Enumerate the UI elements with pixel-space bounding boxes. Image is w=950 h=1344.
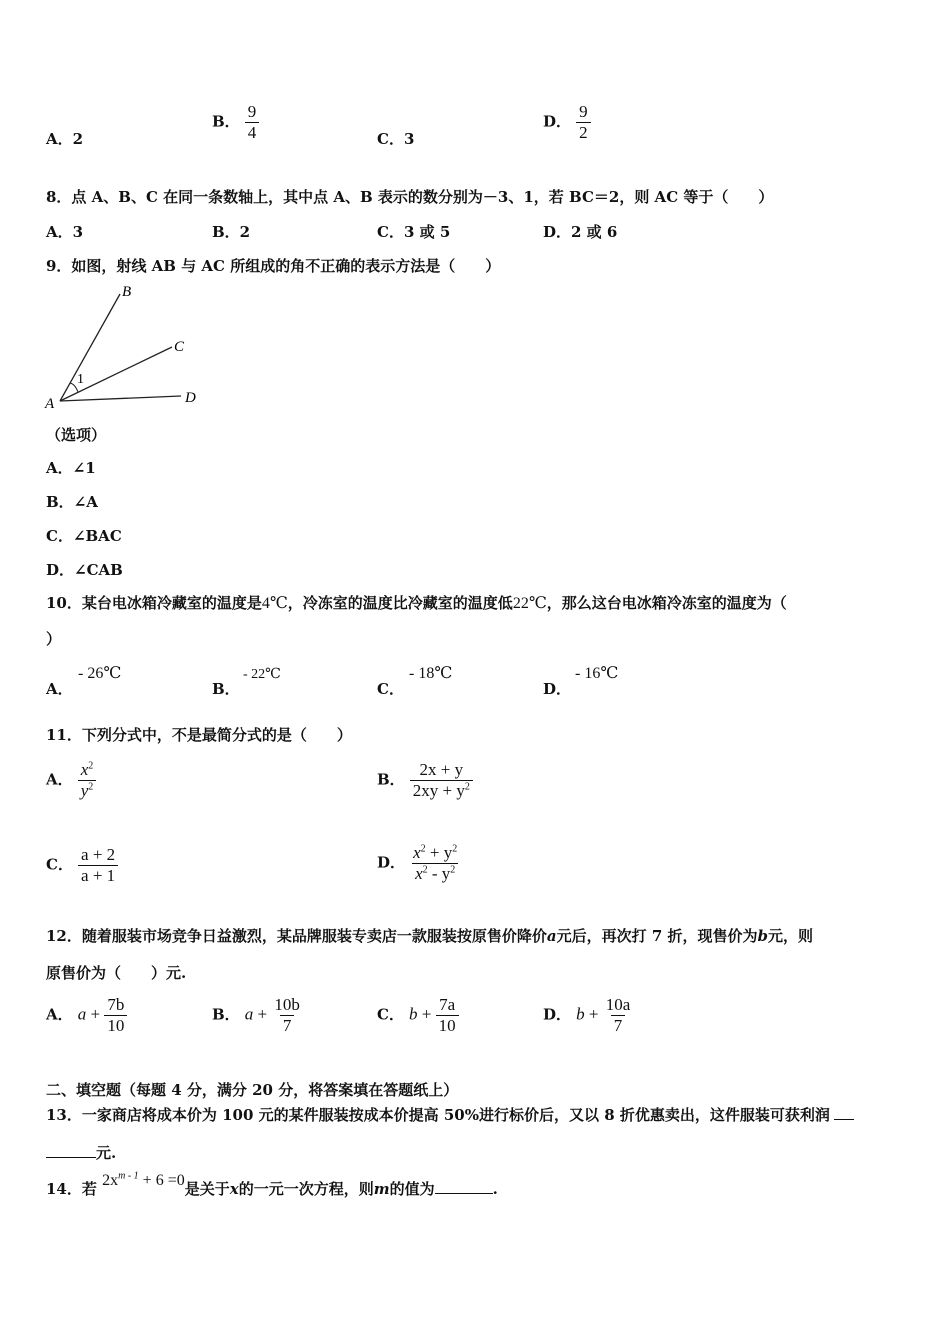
point-label-b: B <box>122 284 132 300</box>
q9-option-b: B．∠A <box>46 493 98 511</box>
answer-blank[interactable] <box>435 1179 493 1194</box>
ray-ad <box>60 396 181 401</box>
q10-stem-end: ） <box>46 630 62 648</box>
q14-stem: 14．若 $2x^{m - 1} + 6 =0$是关于x的一元一次方程，则m的值为 . <box>46 1170 498 1198</box>
section-2-title: 二、填空题（每题 4 分，满分 20 分，将答案填在答题纸上） <box>46 1081 459 1099</box>
q9-hint: （选项） <box>46 426 107 444</box>
q11-option-b: B． $\frac{2x + y}{2xy + y^2}$ <box>377 760 473 800</box>
point-label-c: C <box>174 339 185 355</box>
q10-option-b-value: - 22℃ <box>243 667 281 682</box>
q13-stem-line2: 元. <box>46 1142 116 1163</box>
point-label-a: A <box>45 396 55 412</box>
q8-option-b: B．2 <box>212 223 251 241</box>
q13-stem-line1: 13．一家商店将成本价为 100 元的某件服装按成本价提高 50%进行标价后，又以 8 折优惠卖出，这件服装可获利润 <box>46 1104 854 1125</box>
fraction: $\frac{10a}{7}$ <box>605 995 631 1035</box>
q10-option-a-label: A． <box>46 680 73 698</box>
q7-option-d: D． $\frac{9}{2}$ <box>543 102 591 142</box>
fraction: $\frac{x^2 + y^2}{x^2 - y^2}$ <box>413 843 458 883</box>
q12-option-b: B． a + $\frac{10b}{7}$ <box>212 995 303 1035</box>
equation: $2x^{m - 1} + 6 =0$ <box>102 1170 185 1189</box>
q12-option-d: D． b + $\frac{10a}{7}$ <box>543 995 633 1035</box>
q11-option-c: C． $\frac{a + 2}{a + 1}$ <box>46 845 118 885</box>
fraction: $\frac{7a}{10}$ <box>436 995 459 1035</box>
q10-option-c-label: C． <box>377 680 404 698</box>
q12-option-a: A． a + $\frac{7b}{10}$ <box>46 995 127 1035</box>
q10-option-c-value: - 18℃ <box>409 665 453 682</box>
fraction: $\frac{2x + y}{2xy + y^2}$ <box>410 760 473 800</box>
angle-label-1: 1 <box>77 372 84 387</box>
fraction: $\frac{9}{2}$ <box>576 102 591 142</box>
q12-stem-line1: 12．随着服装市场竞争日益激烈，某品牌服装专卖店一款服装按原售价降价a元后，再次打 7 折，现售价为b元，则 <box>46 927 814 945</box>
fraction: $\frac{10b}{7}$ <box>274 995 300 1035</box>
q8-stem: 8．点 A、B、C 在同一条数轴上，其中点 A、B 表示的数分别为－3、1，若 BC＝2，则 AC 等于（ ） <box>46 188 774 206</box>
fraction: $\frac{7b}{10}$ <box>104 995 127 1035</box>
q11-option-a: A． $\frac{x^2}{y^2}$ <box>46 760 96 800</box>
q9-stem: 9．如图，射线 AB 与 AC 所组成的角不正确的表示方法是（ ） <box>46 257 501 275</box>
ray-ab <box>60 294 120 401</box>
q9-option-a: A．∠1 <box>46 459 96 477</box>
q10-option-a-value: - 26℃ <box>78 665 122 682</box>
q7-option-b: B． $\frac{9}{4}$ <box>212 102 259 142</box>
q10-option-d-label: D． <box>543 680 572 698</box>
point-label-d: D <box>185 390 196 406</box>
fraction: $\frac{a + 2}{a + 1}$ <box>78 845 118 885</box>
q10-option-d-value: - 16℃ <box>575 665 619 682</box>
fraction: $\frac{9}{4}$ <box>245 102 260 142</box>
answer-blank[interactable] <box>834 1105 854 1120</box>
q8-option-c: C．3 或 5 <box>377 223 451 241</box>
q8-option-d: D．2 或 6 <box>543 223 618 241</box>
q11-stem: 11．下列分式中，不是最简分式的是（ ） <box>46 726 352 744</box>
fraction: $\frac{x^2}{y^2}$ <box>78 760 97 800</box>
q12-stem-line2: 原售价为（ ）元. <box>46 964 187 982</box>
angle-figure <box>40 280 220 415</box>
q12-option-c: C． b + $\frac{7a}{10}$ <box>377 995 459 1035</box>
q10-option-b-label: B． <box>212 680 240 698</box>
q9-option-c: C．∠BAC <box>46 527 122 545</box>
answer-blank[interactable] <box>46 1143 96 1158</box>
q7-option-a: A．2 <box>46 130 84 148</box>
q9-option-d: D．∠CAB <box>46 561 123 579</box>
q10-stem: 10．某台电冰箱冷藏室的温度是4℃，冷冻室的温度比冷藏室的温度低22℃，那么这台电冰箱冷冻室的温度为（ <box>46 594 787 612</box>
q7-option-c: C．3 <box>377 130 415 148</box>
q8-option-a: A．3 <box>46 223 84 241</box>
q11-option-d: D． $\frac{x^2 + y^2}{x^2 - y^2}$ <box>377 843 460 883</box>
